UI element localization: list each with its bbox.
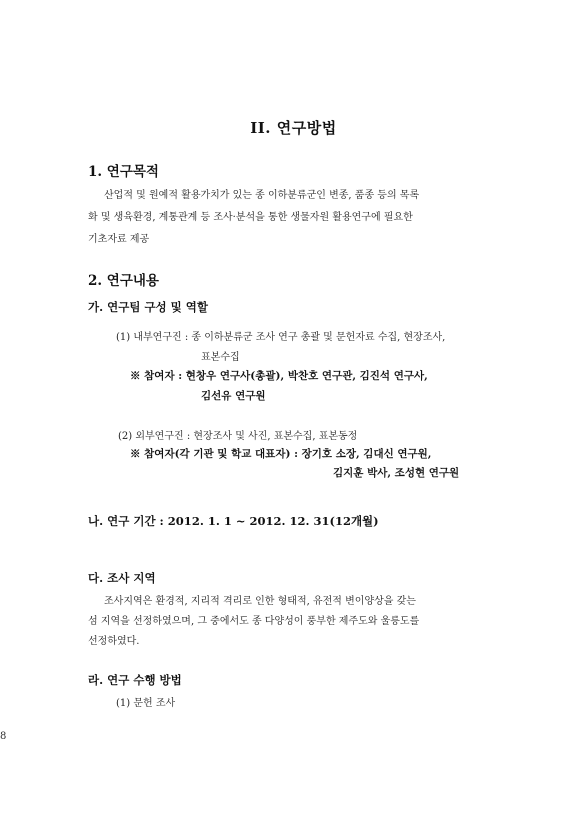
page-number: 8 [0, 731, 7, 742]
region-text-line-3: 선정하였다. [88, 636, 140, 647]
subheading-region: 다. 조사 지역 [88, 571, 156, 585]
section-heading-content: 2. 연구내용 [88, 273, 159, 289]
subheading-team: 가. 연구팀 구성 및 역할 [88, 300, 208, 314]
external-members-line-1: ※ 참여자(각 기관 및 학교 대표자) : 장기호 소장, 김대신 연구원, [130, 448, 432, 460]
subheading-method: 라. 연구 수행 방법 [88, 673, 182, 687]
region-text-line-2: 섬 지역을 선정하였으며, 그 중에서도 종 다양성이 풍부한 제주도와 울릉도를 [88, 616, 420, 627]
method-item-1: (1) 문헌 조사 [116, 698, 176, 709]
section-heading-purpose: 1. 연구목적 [88, 164, 159, 180]
internal-team-line-1: (1) 내부연구진 : 종 이하분류군 조사 연구 총괄 및 문헌자료 수집, 현장조사, [116, 332, 446, 343]
external-team-line: (2) 외부연구진 : 현장조사 및 사진, 표본수집, 표본동정 [118, 431, 358, 442]
external-members-line-2: 김지훈 박사, 조성현 연구원 [333, 467, 460, 479]
subheading-period: 나. 연구 기간 : 2012. 1. 1 ~ 2012. 12. 31(12개월) [88, 514, 379, 528]
purpose-text-line-3: 기초자료 제공 [88, 234, 150, 245]
internal-members-line-1: ※ 참여자 : 현창우 연구사(총괄), 박찬호 연구관, 김진석 연구사, [130, 370, 428, 382]
purpose-text-line-2: 화 및 생육환경, 계통관계 등 조사·분석을 통한 생물자원 활용연구에 필요한 [88, 212, 413, 223]
page-title: II. 연구방법 [250, 119, 337, 137]
internal-team-line-2: 표본수집 [201, 352, 240, 363]
internal-members-line-2: 김선유 연구원 [201, 390, 266, 402]
purpose-text-line-1: 산업적 및 원예적 활용가치가 있는 종 이하분류군인 변종, 품종 등의 목록 [104, 190, 420, 201]
region-text-line-1: 조사지역은 환경적, 지리적 격리로 인한 형태적, 유전적 변이양상을 갖는 [104, 596, 416, 607]
